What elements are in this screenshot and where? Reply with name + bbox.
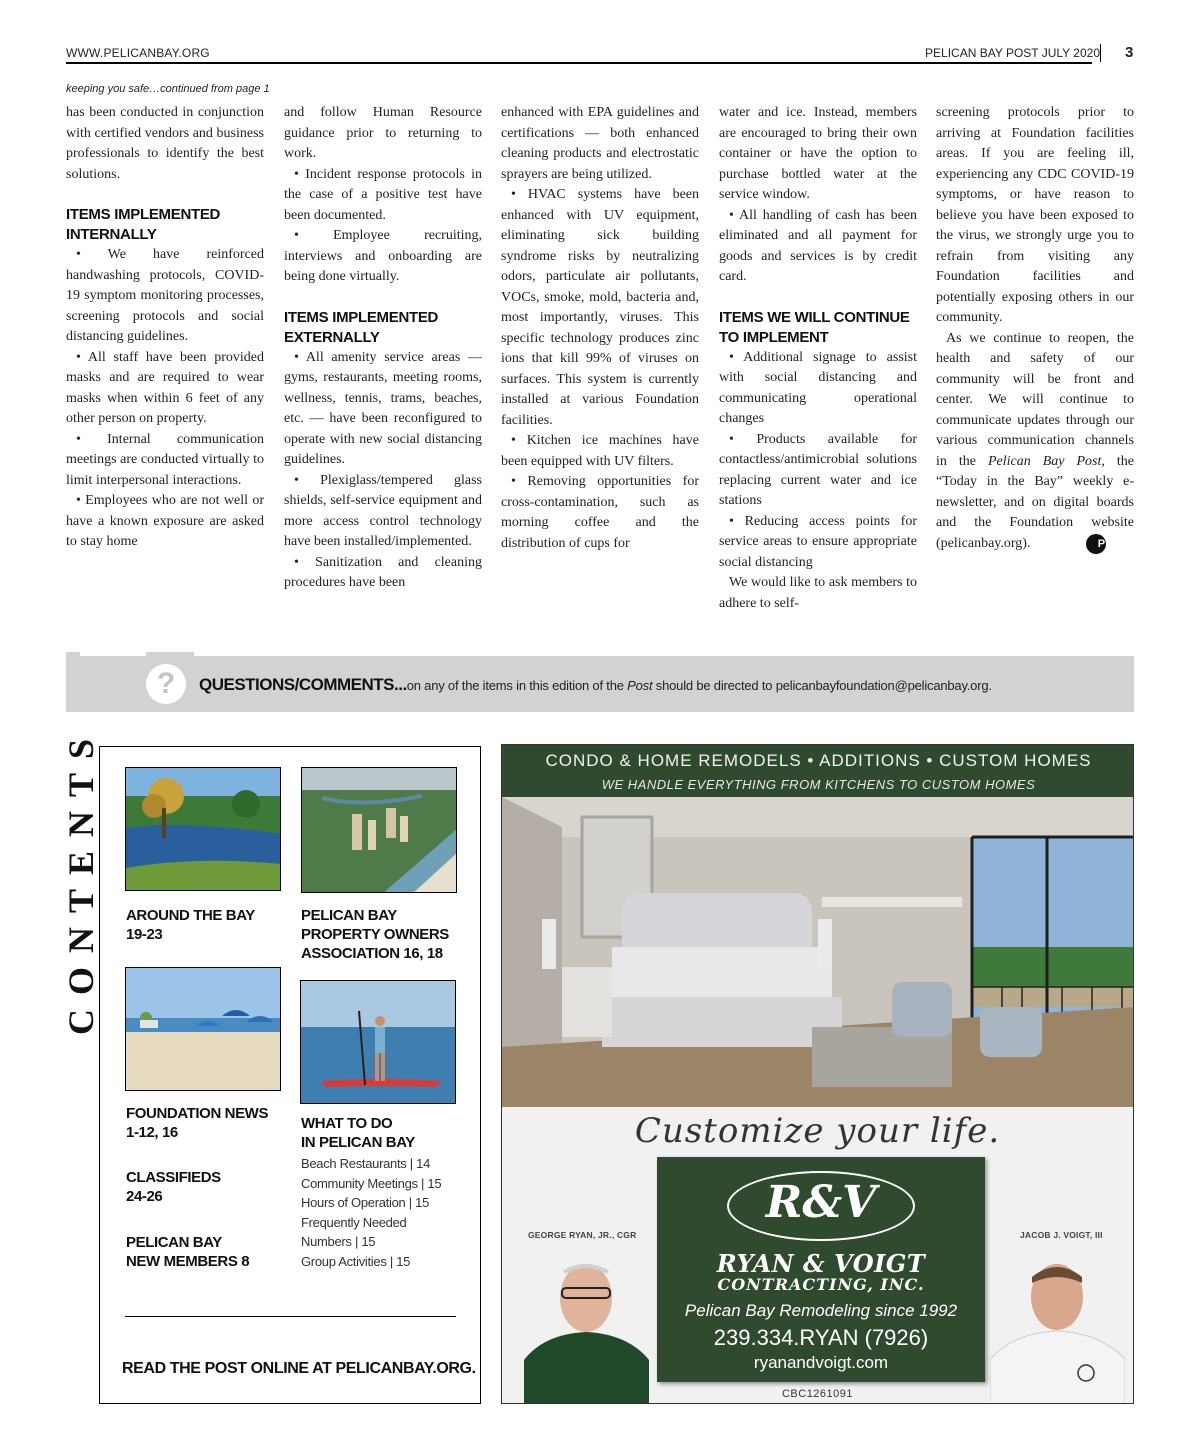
bullet: • All handling of cash has been eliminated and all payment for goods and services is by credit card.	[719, 207, 917, 284]
bullet: • Incident response protocols in the case of a positive test have been documented.	[284, 166, 482, 223]
contents-subitems	[301, 1154, 441, 1271]
bullet: • HVAC systems have been enhanced with UV equipment, eliminating sick building syndrome risks by neutralizing odors, particulate air pollutants, VOCs, smoke, mold, bacteria and, most importantly, viruses. This specific technology produces zinc ions that kill 99% of viruses on surfaces. This system is currently installed at various Foundation facilities.	[501, 187, 699, 428]
company-logo-panel[interactable]	[657, 1157, 985, 1382]
ad-subheadline: WE HANDLE EVERYTHING FROM KITCHENS TO CUSTOM HOMES	[601, 777, 1036, 792]
question-mark-icon: ?	[146, 664, 186, 704]
continued-note: keeping you safe…continued from page 1	[66, 83, 270, 95]
questions-text	[199, 675, 992, 695]
company-since: Pelican Bay Remodeling since 1992	[684, 1301, 958, 1320]
contents-item-title	[126, 1168, 221, 1206]
title-line: 19-23	[126, 926, 163, 943]
license-number: CBC1261091	[781, 1388, 854, 1400]
article-column-4	[719, 103, 917, 643]
contents-item-title	[126, 1104, 268, 1142]
subitem-community-meetings[interactable]: Community Meetings | 15	[301, 1175, 442, 1191]
text-run: As we continue to reopen, the health and safety of our community will be front and center. We will continue to communicate updates through our various communication channels in the	[936, 330, 1134, 469]
contents-divider	[125, 1316, 456, 1317]
section-heading: ITEMS IMPLEMENTED EXTERNALLY	[284, 308, 439, 346]
bullet: • All staff have been provided masks and are required to wear masks when within 6 feet of any other person on property.	[66, 349, 264, 426]
title-line: IN PELICAN BAY	[301, 1134, 415, 1151]
thumbnail-what-to-do[interactable]	[300, 980, 456, 1104]
article-column-5	[936, 103, 1134, 643]
subitem-group-activities[interactable]: Group Activities | 15	[301, 1253, 411, 1269]
thumbnail-pbpoa[interactable]	[301, 767, 457, 893]
paragraph: and follow Human Resource guidance prior to returning to work.	[284, 105, 482, 161]
george-ryan-photo	[524, 1250, 649, 1404]
article-column-3	[501, 103, 699, 643]
publication-name: Pelican Bay Post	[987, 453, 1102, 469]
subitem-beach-restaurants[interactable]: Beach Restaurants | 14	[301, 1156, 431, 1171]
thumbnail-around-the-bay[interactable]	[125, 767, 281, 891]
company-name: RYAN & VOIGT	[716, 1249, 926, 1278]
bullet: • Plexiglass/tempered glass shields, self-service equipment and more access control technology have been installed/implemented.	[284, 472, 482, 549]
questions-heading: QUESTIONS/COMMENTS...	[199, 675, 407, 694]
ad-banner	[502, 745, 1134, 797]
title-line: CLASSIFIEDS	[126, 1169, 221, 1186]
bullet: • Additional signage to assist with social distancing and communicating operational changes	[719, 349, 917, 426]
title-line: FOUNDATION NEWS	[126, 1105, 269, 1122]
bullet: • Employee recruiting, interviews and onboarding are being done virtually.	[284, 228, 482, 284]
title-line: NEW MEMBERS 8	[126, 1253, 250, 1270]
bullet: • All amenity service areas — gyms, restaurants, meeting rooms, wellness, tennis, trams, beaches, etc. — have been reconfigured to operate with new social distancing guidelines.	[284, 349, 482, 467]
person-right-name: JACOB J. VOIGT, III	[1020, 1230, 1103, 1240]
page-number: 3	[1125, 44, 1134, 61]
contents-heading-text: CONTENTS	[61, 724, 101, 1035]
ad-tagline: Customize your life.	[634, 1111, 1001, 1151]
logo-mark: R&V	[765, 1177, 877, 1228]
subitem-numbers[interactable]: Numbers | 15	[301, 1234, 376, 1249]
subitem-frequently-needed[interactable]: Frequently Needed	[301, 1214, 407, 1230]
subitem-hours-of-operation[interactable]: Hours of Operation | 15	[301, 1195, 429, 1210]
closing-paragraph	[936, 329, 1134, 555]
title-line: ASSOCIATION 16, 18	[301, 945, 443, 962]
title-line: 1-12, 16	[126, 1124, 178, 1141]
paragraph: screening protocols prior to arriving at Foundation facilities areas. If you are feeling ill, experiencing any CDC COVID-19 symptoms, or have reason to believe you have been exposed to the virus, we strongly urge you to refrain from visiting any Foundation facilities and potentially exposing others in our community.	[936, 105, 1134, 325]
title-line: 24-26	[126, 1188, 163, 1205]
paragraph: water and ice. Instead, members are encouraged to bring their own container or have the option to purchase bottled water at the service window.	[719, 105, 917, 202]
jacob-voigt-photo	[990, 1253, 1125, 1404]
text-run: should be directed to pelicanbayfoundation@pelicanbay.org.	[652, 678, 992, 693]
contents-heading	[58, 724, 101, 1035]
beach-photo	[126, 968, 281, 1091]
company-phone[interactable]: 239.334.RYAN (7926)	[713, 1325, 929, 1350]
bedroom-photo	[502, 797, 1134, 1107]
paragraph: has been conducted in conjunction with certified vendors and business professionals to identify the best solutions.	[66, 105, 264, 182]
person-left-name: GEORGE RYAN, JR., CGR	[528, 1230, 637, 1240]
title-line: PROPERTY OWNERS	[301, 926, 449, 943]
publication-name: Post	[627, 678, 653, 693]
paddleboard-photo	[301, 981, 456, 1104]
issue-label: PELICAN BAY POST JULY 2020	[925, 46, 1100, 60]
section-heading: ITEMS IMPLEMENTED INTERNALLY	[66, 206, 221, 243]
article-column-1	[66, 103, 264, 643]
company-website[interactable]: ryanandvoigt.com	[753, 1353, 889, 1372]
bullet: • Sanitization and cleaning procedures have been	[284, 554, 482, 590]
bullet: • Kitchen ice machines have been equipped with UV filters.	[501, 433, 699, 469]
company-type: CONTRACTING, INC.	[717, 1275, 925, 1294]
read-online-link[interactable]: READ THE POST ONLINE AT PELICANBAY.ORG.	[122, 1360, 476, 1377]
text-run: , the “Today in the Bay” weekly e-newsletter, and on digital boards and the Foundation website (pelicanbay.org).	[936, 453, 1134, 551]
article-column-2	[284, 103, 482, 643]
text-run: on any of the items in this edition of the	[406, 678, 628, 693]
title-line: PELICAN BAY	[301, 907, 397, 924]
ryan-voigt-ad[interactable]	[501, 744, 1134, 1404]
contents-item-title	[126, 906, 255, 944]
bullet: • Removing opportunities for cross-contamination, such as morning coffee and the distribution of cups for	[501, 474, 699, 551]
thumbnail-foundation-news[interactable]	[125, 967, 281, 1091]
lake-photo	[126, 768, 281, 891]
header-divider	[1100, 44, 1101, 62]
header-rule	[66, 62, 1092, 64]
contents-item-title	[301, 906, 449, 963]
bullet: • We have reinforced handwashing protocols, COVID-19 symptom monitoring processes, screening protocols and social distancing guidelines.	[66, 247, 264, 344]
bullet: • Internal communication meetings are conducted virtually to limit interpersonal interactions.	[66, 431, 264, 488]
contents-item-title	[301, 1114, 415, 1152]
paragraph: We would like to ask members to adhere to self-	[719, 575, 917, 611]
title-line: AROUND THE BAY	[126, 907, 255, 924]
bullet: • Reducing access points for service areas to ensure appropriate social distancing	[719, 513, 917, 570]
end-mark-icon: P	[1086, 534, 1106, 554]
contents-item-title	[126, 1233, 249, 1271]
bullet: • Employees who are not well or have a known exposure are asked to stay home	[66, 493, 264, 549]
title-line: WHAT TO DO	[301, 1115, 393, 1132]
section-heading: ITEMS WE WILL CONTINUE TO IMPLEMENT	[719, 308, 910, 346]
ad-headline: CONDO & HOME REMODELS • ADDITIONS • CUSTOM HOMES	[545, 751, 1092, 770]
bullet: • Products available for contactless/antimicrobial solutions replacing current water and ice stations	[719, 431, 917, 508]
paragraph: enhanced with EPA guidelines and certifications — both enhanced cleaning products and electrostatic sprayers are being utilized.	[501, 105, 699, 182]
site-url: WWW.PELICANBAY.ORG	[66, 46, 210, 60]
aerial-photo	[302, 768, 457, 893]
title-line: PELICAN BAY	[126, 1234, 222, 1251]
